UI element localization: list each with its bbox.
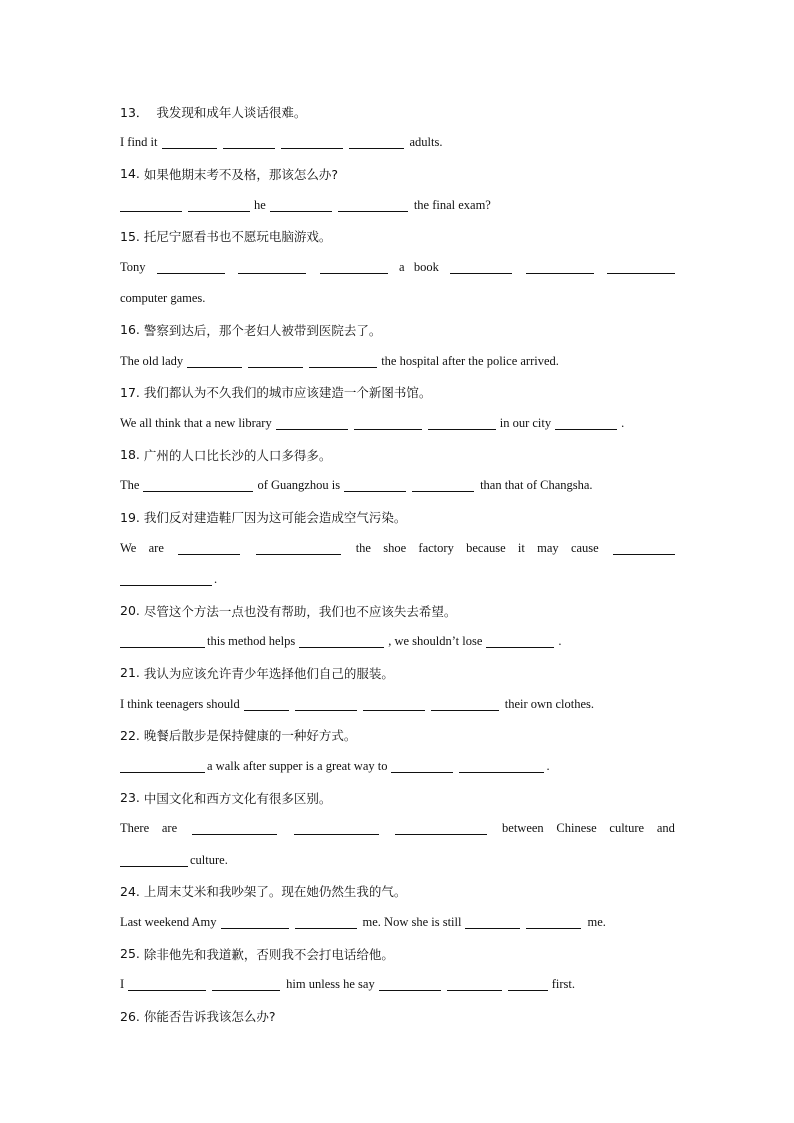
question-number: 19. — [120, 509, 140, 525]
question-text: 如果他期末考不及格，那该怎么办? — [143, 166, 339, 182]
answer-blank[interactable] — [223, 136, 275, 149]
sentence-text: shoe — [383, 540, 407, 555]
question-text: 我认为应该允许青少年选择他们自己的服装。 — [143, 665, 394, 681]
answer-blank[interactable] — [486, 635, 554, 648]
answer-blank[interactable] — [248, 355, 303, 368]
sentence-text: culture — [609, 821, 645, 836]
sentence-text: the hospital after the police arrived. — [381, 353, 559, 368]
answer-blank[interactable] — [338, 199, 408, 212]
sentence-text: I — [120, 977, 125, 992]
question-20-chinese — [120, 595, 675, 626]
sentence-text: Tony — [120, 260, 146, 275]
question-text: 中国文化和西方文化有很多区别。 — [143, 790, 332, 806]
sentence-text: computer games. — [120, 291, 206, 306]
question-14-chinese — [120, 158, 675, 189]
answer-blank[interactable] — [212, 978, 280, 991]
answer-blank[interactable] — [188, 199, 250, 212]
question-number: 17. — [120, 384, 140, 400]
question-number: 23. — [120, 790, 140, 806]
sentence-text: We — [120, 540, 137, 555]
sentence-text: of Guangzhou is — [257, 478, 341, 493]
question-text: 我们反对建造鞋厂因为这可能会造成空气污染。 — [143, 510, 407, 526]
answer-blank[interactable] — [238, 261, 306, 274]
answer-blank[interactable] — [309, 355, 377, 368]
question-24-english — [120, 907, 675, 938]
answer-blank[interactable] — [526, 916, 581, 929]
question-13-chinese — [120, 96, 675, 127]
question-21-chinese — [120, 657, 675, 688]
answer-blank[interactable] — [349, 136, 404, 149]
answer-blank[interactable] — [320, 261, 388, 274]
sentence-text: between — [502, 821, 544, 836]
question-15-english — [120, 252, 675, 283]
question-text: 警察到达后，那个老妇人被带到医院去了。 — [143, 322, 382, 338]
question-26-chinese — [120, 1000, 675, 1031]
sentence-text: him unless he say — [286, 977, 375, 992]
question-text: 我们都认为不久我们的城市应该建造一个新图书馆。 — [143, 385, 432, 401]
question-text: 上周末艾米和我吵架了。现在她仍然生我的气。 — [143, 884, 407, 900]
sentence-text: are — [148, 540, 164, 555]
answer-blank[interactable] — [447, 978, 502, 991]
exercise-page — [120, 96, 675, 1032]
sentence-text: I think teenagers should — [120, 696, 240, 711]
question-15-english-cont — [120, 283, 675, 314]
question-15-chinese — [120, 221, 675, 252]
sentence-text: me. Now she is still — [362, 914, 462, 929]
question-18-english — [120, 470, 675, 501]
answer-blank[interactable] — [187, 355, 242, 368]
sentence-text: because — [466, 540, 506, 555]
sentence-text: are — [161, 821, 178, 836]
sentence-text: . — [621, 415, 625, 430]
question-16-chinese — [120, 314, 675, 345]
answer-blank[interactable] — [555, 417, 617, 430]
question-21-english — [120, 689, 675, 720]
sentence-text: The — [120, 478, 140, 493]
question-number: 22. — [120, 727, 140, 743]
sentence-text: book — [413, 260, 439, 275]
answer-blank[interactable] — [192, 822, 277, 835]
answer-blank[interactable] — [465, 916, 520, 929]
question-number: 26. — [120, 1008, 140, 1024]
sentence-text: their own clothes. — [504, 696, 594, 711]
sentence-text: me. — [587, 914, 606, 929]
question-number: 25. — [120, 946, 140, 962]
sentence-text: it — [517, 540, 525, 555]
answer-blank[interactable] — [256, 542, 341, 555]
answer-blank[interactable] — [607, 261, 675, 274]
question-14-english — [120, 190, 675, 221]
sentence-text: culture. — [190, 852, 228, 867]
answer-blank[interactable] — [295, 698, 357, 711]
sentence-text: the — [355, 540, 371, 555]
answer-blank[interactable] — [363, 698, 425, 711]
sentence-text: . — [558, 634, 562, 649]
sentence-text: and — [656, 821, 675, 836]
answer-blank[interactable] — [120, 760, 205, 773]
sentence-text: first. — [551, 977, 575, 992]
sentence-text: There — [120, 821, 150, 836]
question-text: 你能否告诉我该怎么办? — [143, 1009, 276, 1025]
question-text: 托尼宁愿看书也不愿玩电脑游戏。 — [143, 229, 332, 245]
question-number: 13． — [120, 104, 149, 120]
question-number: 24. — [120, 883, 140, 899]
sentence-text: a — [398, 260, 405, 275]
question-25-english — [120, 969, 675, 1000]
answer-blank[interactable] — [354, 417, 422, 430]
question-text: 广州的人口比长沙的人口多得多。 — [143, 447, 332, 463]
sentence-text: , we shouldn’t lose — [388, 634, 483, 649]
question-text: 尽管这个方法一点也没有帮助，我们也不应该失去希望。 — [143, 603, 457, 619]
sentence-text: I find it — [120, 135, 158, 150]
question-number: 20. — [120, 603, 140, 619]
sentence-text: . — [214, 571, 218, 586]
answer-blank[interactable] — [395, 822, 487, 835]
question-23-chinese — [120, 782, 675, 813]
answer-blank[interactable] — [450, 261, 512, 274]
question-17-english — [120, 408, 675, 439]
answer-blank[interactable] — [344, 479, 406, 492]
question-text: 我发现和成年人谈话很难。 — [156, 104, 307, 120]
question-number: 21. — [120, 665, 140, 681]
answer-blank[interactable] — [143, 479, 253, 492]
sentence-text: factory — [418, 540, 454, 555]
question-20-english — [120, 626, 675, 657]
question-number: 14. — [120, 166, 140, 182]
answer-blank[interactable] — [294, 822, 379, 835]
question-22-chinese — [120, 720, 675, 751]
question-19-english — [120, 533, 675, 564]
sentence-text: may — [537, 540, 559, 555]
answer-blank[interactable] — [412, 479, 474, 492]
answer-blank[interactable] — [613, 542, 675, 555]
question-text: 晚餐后散步是保持健康的一种好方式。 — [143, 728, 357, 744]
answer-blank[interactable] — [128, 978, 206, 991]
sentence-text: . — [546, 759, 550, 774]
answer-blank[interactable] — [526, 261, 594, 274]
question-13-english — [120, 127, 675, 158]
answer-blank[interactable] — [221, 916, 289, 929]
question-17-chinese — [120, 377, 675, 408]
sentence-text: We all think that a new library — [120, 415, 272, 430]
question-22-english — [120, 751, 675, 782]
question-number: 15. — [120, 228, 140, 244]
answer-blank[interactable] — [244, 698, 289, 711]
sentence-text: this method helps — [207, 634, 296, 649]
question-number: 18. — [120, 447, 140, 463]
answer-blank[interactable] — [431, 698, 499, 711]
sentence-text: in our city — [499, 415, 552, 430]
answer-blank[interactable] — [162, 136, 217, 149]
answer-blank[interactable] — [270, 199, 332, 212]
answer-blank[interactable] — [276, 417, 348, 430]
sentence-text: a walk after supper is a great way to — [207, 759, 388, 774]
sentence-text: he — [254, 197, 266, 212]
question-23-english — [120, 813, 675, 844]
sentence-text: Chinese — [556, 821, 597, 836]
question-24-chinese — [120, 876, 675, 907]
answer-blank[interactable] — [391, 760, 453, 773]
answer-blank[interactable] — [120, 854, 188, 867]
answer-blank[interactable] — [299, 635, 384, 648]
answer-blank[interactable] — [120, 573, 212, 586]
question-16-english — [120, 346, 675, 377]
question-19-chinese — [120, 501, 675, 532]
answer-blank[interactable] — [295, 916, 357, 929]
question-25-chinese — [120, 938, 675, 969]
question-text: 除非他先和我道歉，否则我不会打电话给他。 — [143, 946, 394, 962]
question-23-english-cont — [120, 845, 675, 876]
answer-blank[interactable] — [379, 978, 441, 991]
sentence-text: adults. — [409, 135, 443, 150]
answer-blank[interactable] — [178, 542, 240, 555]
sentence-text: the final exam? — [413, 197, 491, 212]
answer-blank[interactable] — [157, 261, 225, 274]
sentence-text: cause — [570, 540, 599, 555]
answer-blank[interactable] — [428, 417, 496, 430]
question-19-english-cont — [120, 564, 675, 595]
sentence-text: Last weekend Amy — [120, 914, 217, 929]
question-number: 16. — [120, 322, 140, 338]
answer-blank[interactable] — [459, 760, 544, 773]
answer-blank[interactable] — [508, 978, 548, 991]
answer-blank[interactable] — [281, 136, 343, 149]
question-18-chinese — [120, 439, 675, 470]
answer-blank[interactable] — [120, 635, 205, 648]
sentence-text: The old lady — [120, 353, 184, 368]
answer-blank[interactable] — [120, 199, 182, 212]
sentence-text: than that of Changsha. — [480, 478, 593, 493]
